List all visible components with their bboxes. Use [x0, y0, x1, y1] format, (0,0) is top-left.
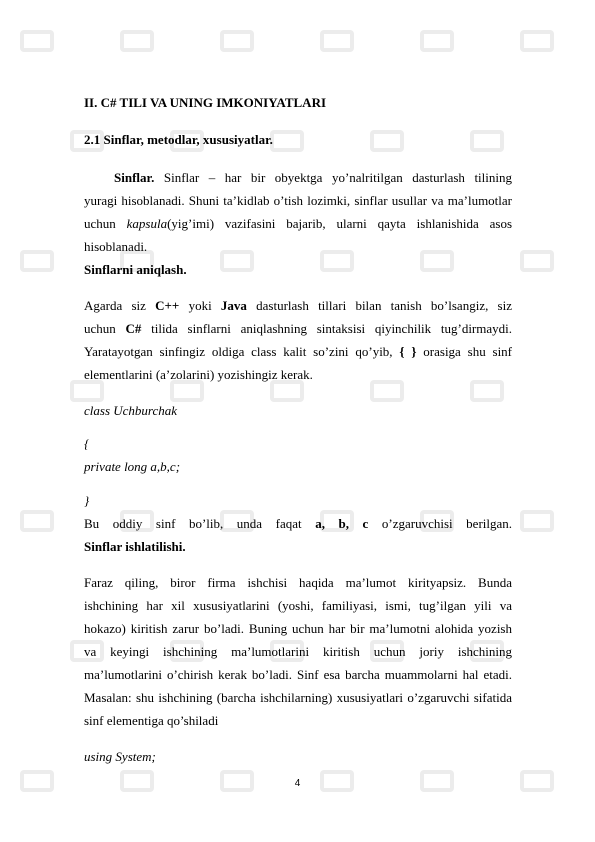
text-span: Bu oddiy sinf bo’lib, unda faqat — [84, 516, 302, 531]
text-span: uchun — [84, 216, 116, 231]
paragraph-ishlatilishi-line-4: va keyingi ishchining ma’lumotlarini kiritish uchun joriy ishchining — [84, 644, 512, 659]
code-line-open-brace: { — [84, 436, 90, 451]
paragraph-ishlatilishi-line-2: ishchining har xil xususiyatlarini (yoshi, familiyasi, ismi, tug’ilgan yili va — [84, 598, 512, 613]
paragraph-oddiy-sinf — [84, 512, 512, 535]
code-line-using: using System; — [84, 749, 156, 764]
text-span: Agarda siz — [84, 298, 146, 313]
term-java: Java — [220, 298, 247, 313]
paragraph-aniqlash-line-4: elementlarini (a’zolarini) yozishingiz kerak. — [84, 367, 313, 382]
paragraph-sinflar-line-1 — [84, 166, 512, 189]
text-span: orasiga shu sinf — [423, 344, 513, 359]
code-line-close-brace: } — [84, 493, 90, 508]
paragraph-sinflar-line-4: hisoblanadi. — [84, 239, 148, 254]
paragraph-ishlatilishi-line-6: Masalan: shu ishchining (barcha ishchilarning) xususiyatlari o’zgaruvchi sifatida — [84, 690, 512, 705]
code-line-fields: private long a,b,c; — [84, 459, 181, 474]
term-csharp: C# — [125, 321, 142, 336]
term-braces: { } — [399, 344, 417, 359]
term-sinflar: Sinflar. — [114, 170, 155, 185]
term-variables: a, b, c — [315, 516, 369, 531]
text-span: tilida sinflarni aniqlashning sintaksisi qiyinchilik tug’dirmaydi. — [151, 321, 513, 336]
paragraph-aniqlash-line-2 — [84, 317, 512, 340]
code-line-class: class Uchburchak — [84, 403, 178, 418]
paragraph-ishlatilishi-line-1: Faraz qiling, biror firma ishchisi haqida ma’lumot kirityapsiz. Bunda — [84, 575, 512, 590]
paragraph-aniqlash-line-1 — [84, 294, 512, 317]
paragraph-ishlatilishi-line-3: hokazo) kiritish zarur bo’ladi. Buning uchun har bir ma’lumotni alohida yozish — [84, 621, 512, 636]
paragraph-ishlatilishi-line-7: sinf elementiga qo’shiladi — [84, 713, 219, 728]
subheading-aniqlash: Sinflarni aniqlash. — [84, 262, 187, 277]
text-span: (yig’imi) vazifasini bajarib, ularni qayta ishlanishida asos — [167, 216, 513, 231]
term-kapsula: kapsula — [126, 216, 168, 231]
text-span: Yaratayotgan sinfingiz oldiga class kalit so’zini qo’yib, — [84, 344, 393, 359]
section-heading: 2.1 Sinflar, metodlar, xususiyatlar. — [84, 132, 273, 147]
paragraph-sinflar-line-3 — [84, 212, 512, 235]
paragraph-aniqlash-line-3 — [84, 340, 512, 363]
text-span: yoki — [188, 298, 212, 313]
text-span: Sinflar – har bir obyektga yo’nalritilgan dasturlash tilining — [163, 170, 513, 185]
subheading-ishlatilishi: Sinflar ishlatilishi. — [84, 539, 186, 554]
page-number: 4 — [294, 778, 301, 789]
text-span: o’zgaruvchisi berilgan. — [381, 516, 513, 531]
text-span: dasturlash tillari bilan tanish bo’lsangiz, siz — [256, 298, 512, 313]
paragraph-sinflar-line-2: yuragi hisoblanadi. Shuni ta’kidlab o’tish lozimki, sinflar usullar va ma’lumotlar — [84, 193, 512, 208]
term-cpp: C++ — [155, 298, 180, 313]
paragraph-ishlatilishi-line-5: ma’lumotlarini o’chirish kerak bo’ladi. Sinf esa barcha muammolarni hal etadi. — [84, 667, 512, 682]
text-span: uchun — [84, 321, 116, 336]
chapter-heading: II. C# TILI VA UNING IMKONIYATLARI — [84, 95, 327, 110]
